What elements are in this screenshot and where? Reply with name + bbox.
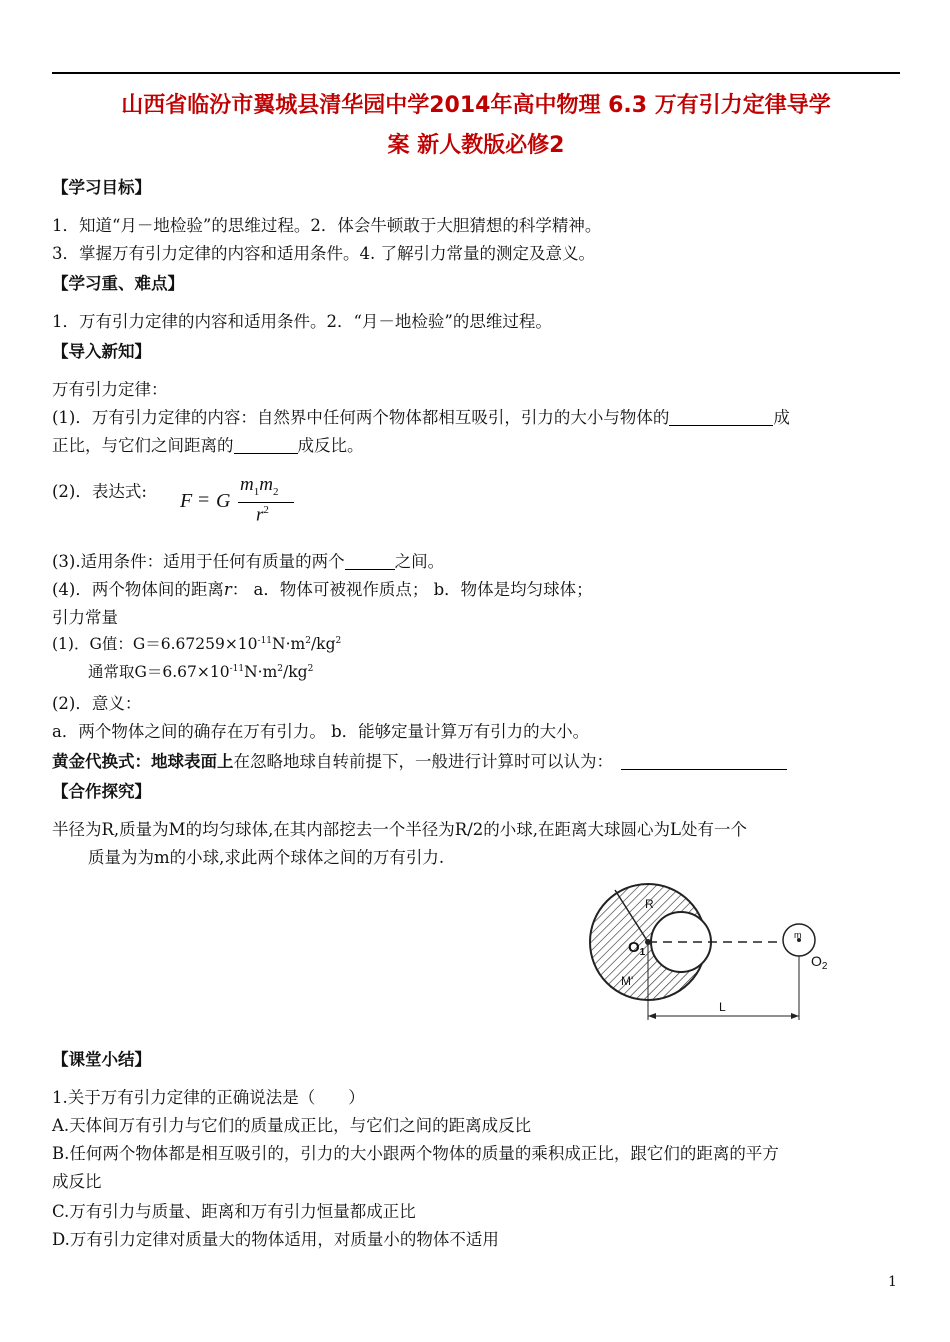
document-title-line2: 案 新人教版必修2 bbox=[387, 133, 565, 158]
header-rule bbox=[52, 72, 900, 74]
formula-sub1: 1 bbox=[253, 485, 260, 498]
key-points-heading: 【学习重、难点】 bbox=[52, 274, 184, 293]
g-value-text: (1)．G值：G＝6.67259×10 bbox=[52, 635, 258, 653]
law-content-text-3: 正比，与它们之间距离的 bbox=[52, 436, 234, 455]
golden-substitution-text: 在忽略地球自转前提下，一般进行计算时可以认为： bbox=[233, 752, 613, 771]
document-title-line1: 山西省临汾市翼城县清华园中学2014年高中物理 6.3 万有引力定律导学 bbox=[121, 93, 831, 118]
distance-text-2: ： a．物体可被视作质点； b．物体是均匀球体； bbox=[231, 580, 593, 599]
distance-line bbox=[52, 576, 593, 600]
formula-sub2: 2 bbox=[272, 485, 279, 498]
label-o1-main: O bbox=[628, 939, 640, 956]
option-b-line-2: 成反比 bbox=[52, 1172, 102, 1191]
g-value-kg2: 2 bbox=[335, 635, 342, 646]
answer-blank-2[interactable] bbox=[234, 437, 298, 455]
intro-heading: 【导入新知】 bbox=[52, 342, 151, 361]
objectives-line-1: 1．知道“月－地检验”的思维过程。2．体会牛顿敢于大胆猜想的科学精神。 bbox=[52, 216, 602, 235]
formula-denominator bbox=[256, 504, 269, 526]
cooperation-heading: 【合作探究】 bbox=[52, 782, 151, 801]
golden-substitution-line bbox=[52, 748, 787, 772]
formula-fraction-bar bbox=[238, 502, 294, 503]
law-content-text-2: 成 bbox=[773, 408, 790, 427]
law-title: 万有引力定律： bbox=[52, 380, 168, 399]
condition-text-2: 之间。 bbox=[394, 552, 445, 571]
g-value-line bbox=[52, 632, 341, 654]
page-number: 1 bbox=[888, 1274, 897, 1290]
hollow-sphere-figure bbox=[585, 880, 840, 1028]
answer-blank-1[interactable] bbox=[669, 409, 773, 427]
formula-pow: 2 bbox=[263, 504, 269, 516]
golden-substitution-bold: 黄金代换式：地球表面上 bbox=[52, 752, 234, 771]
label-l: L bbox=[719, 1000, 726, 1014]
option-c: C.万有引力与质量、距离和万有引力恒量都成正比 bbox=[52, 1202, 416, 1221]
law-content-text-4: 成反比。 bbox=[297, 436, 364, 455]
law-content-text: (1)．万有引力定律的内容：自然界中任何两个物体都相互吸引，引力的大小与物体的 bbox=[52, 408, 670, 427]
label-o2-main: O bbox=[811, 953, 822, 969]
objectives-line-2: 3．掌握万有引力定律的内容和适用条件。4. 了解引力常量的测定及意义。 bbox=[52, 244, 595, 263]
g-usual-unit-2: /kg bbox=[283, 663, 308, 681]
g-usual-unit: N·m bbox=[244, 663, 278, 681]
label-o2 bbox=[811, 953, 828, 972]
constant-title: 引力常量 bbox=[52, 608, 118, 627]
g-usual-exp: -11 bbox=[229, 663, 245, 674]
meaning-line: a．两个物体之间的确存在万有引力。 b．能够定量计算万有引力的大小。 bbox=[52, 722, 590, 741]
cooperation-line-1: 半径为R,质量为M的均匀球体,在其内部挖去一个半径为R/2的小球,在距离大球圆心为L处有一个 bbox=[52, 820, 747, 839]
label-r: R bbox=[645, 897, 654, 911]
cooperation-line-2: 质量为为m的小球,求此两个球体之间的万有引力. bbox=[88, 848, 445, 867]
g-usual-line bbox=[88, 660, 313, 682]
distance-text: (4)．两个物体间的距离 bbox=[52, 580, 224, 599]
label-m: m bbox=[794, 930, 802, 940]
g-value-unit: N·m bbox=[272, 635, 306, 653]
option-b-line-1: B.任何两个物体都是相互吸引的，引力的大小跟两个物体的质量的乘积成正比，跟它们的距离的平方 bbox=[52, 1144, 779, 1163]
law-content-line-1 bbox=[52, 404, 790, 428]
dimension-arrow-left bbox=[648, 1013, 656, 1019]
g-usual-text: 通常取G＝6.67×10 bbox=[88, 663, 230, 681]
g-value-m2: 2 bbox=[305, 635, 311, 646]
distance-r: r bbox=[223, 580, 232, 599]
key-points-line-1: 1．万有引力定律的内容和适用条件。2．“月－地检验”的思维过程。 bbox=[52, 312, 552, 331]
formula-f: F bbox=[180, 490, 193, 512]
formula-equals: = bbox=[198, 489, 210, 511]
answer-blank-3[interactable] bbox=[345, 553, 395, 571]
label-m-prime: M' bbox=[621, 974, 634, 988]
g-usual-kg2: 2 bbox=[307, 663, 314, 674]
gravitation-formula bbox=[180, 474, 310, 530]
dimension-arrow-right bbox=[791, 1013, 799, 1019]
option-d: D.万有引力定律对质量大的物体适用，对质量小的物体不适用 bbox=[52, 1230, 499, 1249]
formula-m1: m bbox=[240, 474, 254, 495]
meaning-title: (2)．意义： bbox=[52, 694, 142, 713]
g-usual-m2: 2 bbox=[277, 663, 284, 674]
label-o1-sub: 1 bbox=[639, 947, 646, 958]
formula-r: r bbox=[256, 504, 264, 526]
answer-blank-4[interactable] bbox=[621, 753, 787, 771]
expression-label: (2)．表达式: bbox=[52, 482, 147, 501]
condition-line bbox=[52, 548, 444, 572]
formula-numerator bbox=[240, 474, 278, 498]
objectives-heading: 【学习目标】 bbox=[52, 178, 151, 197]
option-a: A.天体间万有引力与它们的质量成正比，与它们之间的距离成反比 bbox=[52, 1116, 532, 1135]
g-value-exp: -11 bbox=[257, 635, 273, 646]
g-value-unit-2: /kg bbox=[310, 635, 336, 653]
summary-heading: 【课堂小结】 bbox=[52, 1050, 151, 1069]
formula-m2: m bbox=[259, 474, 273, 495]
question-1: 1.关于万有引力定律的正确说法是（ ） bbox=[52, 1088, 365, 1107]
formula-g: G bbox=[216, 490, 231, 512]
condition-text: (3).适用条件：适用于任何有质量的两个 bbox=[52, 552, 345, 571]
label-o2-sub: 2 bbox=[821, 961, 828, 972]
law-content-line-2 bbox=[52, 432, 364, 456]
